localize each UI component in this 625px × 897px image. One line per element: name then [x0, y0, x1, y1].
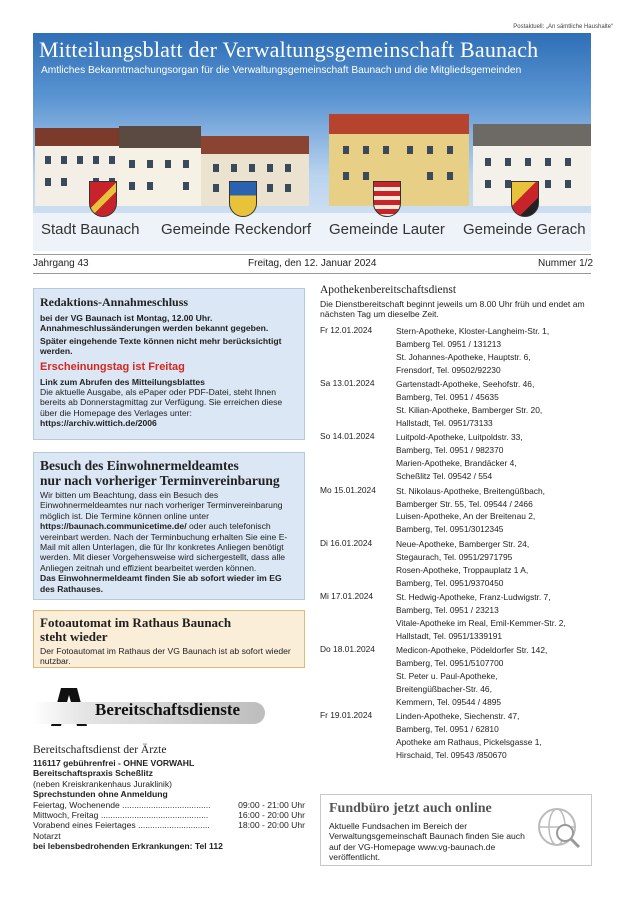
pharmacy-text [396, 710, 592, 762]
notarzt: Notarzt [33, 830, 61, 841]
pharmacy-line: Medicon-Apotheke, Pödeldorfer Str. 142, [396, 645, 548, 656]
pharmacy-entry [320, 325, 592, 377]
crest-lauter-icon [373, 181, 401, 217]
place-reckendorf: Gemeinde Reckendorf [161, 221, 312, 238]
pharmacy-date: Mi 17.01.2024 [320, 591, 374, 601]
einwohner-body1: Wir bitten um Beachtung, dass ein Besuch des Einwohnermeldeamtes nur nach vorheriger Terminvereinbarung möglich ist. Die Termine können online unter [40, 490, 283, 521]
aerzte-line: Sprechstunden ohne Anmeldung [33, 789, 168, 800]
pharmacy-line: Scheßlitz Tel. 09542 / 554 [396, 471, 493, 482]
pharmacy-line: St. Kilian-Apotheke, Bamberger Str. 20, [396, 405, 543, 415]
pharmacy-text [396, 378, 592, 430]
redaktion-line1: bei der VG Baunach ist Montag, 12.00 Uhr. [40, 313, 213, 323]
crest-baunach-icon [89, 181, 117, 217]
pharmacy-line: Hallstadt, Tel. 0951/73133 [396, 417, 493, 428]
pharmacy-date: Fr 19.01.2024 [320, 710, 373, 721]
pharmacy-line: St. Peter u. Paul-Apotheke, [396, 671, 498, 681]
foto-title1: Fotoautomat im Rathaus Baunach [40, 615, 232, 630]
pharmacy-line: St. Johannes-Apotheke, Hauptstr. 6, [396, 351, 531, 362]
header-rule [33, 254, 591, 255]
pharmacy-line: St. Nikolaus-Apotheke, Breitengüßbach, [396, 485, 545, 496]
einwohner-body2: oder auch telefonisch vereinbart werden. Nach der Terminbuchung erhalten Sie eine E-Mail mit allen Unterlagen, die für Ihr konkretes Anliegen benötigt werden. Mit dieser Vorgehensweise wird sichergestellt, dass alle Anliegen zeitnah und effizient bearbeitet werden können. [40, 521, 288, 573]
fundbuero-box [320, 794, 592, 866]
hours-label: Vorabend eines Feiertages .............................. [33, 820, 210, 831]
building-reckendorf [119, 126, 201, 206]
einwohner-bold: Das Einwohnermeldeamt finden Sie ab sofort wieder im EG des Rathauses. [40, 573, 282, 594]
pharmacy-entry [320, 378, 592, 430]
pharmacy-date: Fr 12.01.2024 [320, 325, 373, 335]
place-gerach: Gemeinde Gerach [463, 221, 586, 238]
pharmacy-text [396, 591, 592, 643]
hours-row [33, 800, 305, 810]
masthead-title: Mitteilungsblatt der Verwaltungsgemeinschaft Baunach [39, 37, 539, 62]
pharmacy-entry [320, 485, 592, 537]
issue-year: Jahrgang 43 [33, 258, 89, 269]
aerzte-line: (neben Kreiskrankenhaus Juraklinik) [33, 778, 173, 789]
redaktion-title: Redaktions-Annahmeschluss [40, 295, 189, 309]
hours-row [33, 820, 305, 830]
bereitschaft-banner [33, 684, 305, 730]
pharmacy-line: Bamberg, Tel. 0951 / 45635 [396, 392, 499, 403]
pharmacy-line: Stern-Apotheke, Kloster-Langheim-Str. 1, [396, 326, 550, 336]
globe-search-icon [535, 805, 583, 853]
pharmacy-line: Kemmern, Tel. 09544 / 4895 [396, 696, 502, 707]
pharmacy-line: Bamberg, Tel. 0951/5107700 [396, 658, 504, 669]
pharmacy-line: St. Hedwig-Apotheke, Franz-Ludwigstr. 7, [396, 592, 551, 602]
foto-box [33, 610, 305, 668]
aerzte-section [33, 744, 305, 852]
pharmacy-entry [320, 710, 592, 762]
pharmacy-entry [320, 538, 592, 590]
hours-row [33, 810, 305, 820]
redaktion-red: Erscheinungstag ist Freitag [40, 360, 185, 373]
header-rule-bottom [33, 273, 591, 274]
pharmacy-line: Marien-Apotheke, Brandäcker 4, [396, 458, 517, 469]
pharmacy-line: Luisen-Apotheke, An der Breitenau 2, [396, 511, 536, 522]
redaktion-line2: Annahmeschlussänderungen werden bekannt gegeben. [40, 323, 269, 334]
pharmacy-line: Vitale-Apotheke im Real, Emil-Kemmer-Str. 2, [396, 617, 566, 628]
fundbuero-title: Fundbüro jetzt auch online [329, 801, 492, 816]
pharmacy-line: Bamberg Tel. 0951 / 131213 [396, 338, 502, 349]
pharmacy-line: Bamberg, Tel. 0951 / 62810 [396, 724, 499, 735]
issue-date: Freitag, den 12. Januar 2024 [248, 258, 377, 269]
hours-label: Mittwoch, Freitag ............................................. [33, 810, 209, 821]
pharmacy-line: Bamberg, Tel. 0951/9370450 [396, 577, 504, 588]
hours-time: 16:00 - 20:00 Uhr [238, 810, 305, 821]
hours-label: Feiertag, Wochenende ..................................... [33, 799, 211, 810]
masthead-banner [33, 33, 591, 251]
aerzte-line: 116117 gebührenfrei - OHNE VORWAHL [33, 758, 195, 768]
aerzte-title: Bereitschaftsdienst der Ärzte [33, 744, 167, 756]
pharmacy-date: Do 18.01.2024 [320, 644, 375, 655]
pharmacy-text [396, 644, 592, 709]
postal-note: Postaktuell: „An sämtliche Haushalte“ [513, 24, 613, 30]
aerzte-line: Bereitschaftspraxis Scheßlitz [33, 768, 153, 779]
einwohner-title1: Besuch des Einwohnermeldeamtes [40, 458, 239, 473]
apotheken-title: Apothekenbereitschaftsdienst [320, 284, 457, 296]
einwohner-url[interactable]: https://baunach.communicetime.de/ [40, 521, 187, 532]
fundbuero-body: Aktuelle Fundsachen im Bereich der Verwaltungsgemeinschaft Baunach finden Sie auch auf der VG-Homepage www.vg-baunach.de veröffentlicht. [329, 821, 525, 863]
pharmacy-line: Bamberg, Tel. 0951/3012345 [396, 524, 504, 535]
pharmacy-text [396, 431, 592, 483]
pharmacy-line: Hirschaid, Tel. 09543 /850670 [396, 750, 507, 761]
pharmacy-line: Bamberg, Tel. 0951 / 23213 [396, 604, 499, 615]
pharmacy-entry [320, 431, 592, 483]
redaktion-link-title: Link zum Abrufen des Mitteilungsblattes [40, 376, 205, 387]
pharmacy-date: Sa 13.01.2024 [320, 378, 375, 389]
pharmacy-line: Gartenstadt-Apotheke, Seehofstr. 46, [396, 379, 535, 390]
bereitschaft-title: Bereitschaftsdienste [95, 700, 241, 719]
pharmacy-line: Bamberg, Tel. 0951 / 982370 [396, 445, 504, 456]
pharmacy-text [396, 325, 592, 377]
pharmacy-entry [320, 644, 592, 709]
pharmacy-line: Frensdorf, Tel. 09502/92230 [396, 364, 501, 375]
place-baunach: Stadt Baunach [41, 221, 140, 238]
pharmacy-date: Mo 15.01.2024 [320, 484, 376, 495]
pharmacy-line: Stegaurach, Tel. 0951/2971795 [396, 551, 513, 562]
pharmacy-text [396, 538, 592, 590]
redaktion-box [33, 288, 305, 440]
foto-title2: steht wieder [40, 629, 108, 644]
pharmacy-text [396, 485, 592, 537]
redaktion-url[interactable]: https://archiv.wittich.de/2006 [40, 418, 157, 429]
pharmacy-line: Linden-Apotheke, Siechenstr. 47, [396, 711, 520, 722]
pharmacy-line: Apotheke am Rathaus, Pickelsgasse 1, [396, 737, 542, 748]
place-lauter: Gemeinde Lauter [329, 221, 445, 238]
pharmacy-date: Di 16.01.2024 [320, 537, 373, 548]
pharmacy-line: Neue-Apotheke, Bamberger Str. 24, [396, 538, 530, 549]
issue-number: Nummer 1/2 [538, 258, 594, 269]
crest-gerach-icon [511, 181, 539, 217]
einwohner-box [33, 452, 305, 600]
pharmacy-date: So 14.01.2024 [320, 431, 375, 442]
crest-reckendorf-icon [229, 181, 257, 217]
pharmacy-line: Luitpold-Apotheke, Luitpoldstr. 33, [396, 432, 523, 443]
apotheken-intro: Die Dienstbereitschaft beginnt jeweils um 8.00 Uhr früh und endet am nächsten Tag um dieselbe Zeit. [320, 299, 585, 320]
redaktion-body: Die aktuelle Ausgabe, als ePaper oder PDF-Datei, steht Ihnen bereits ab Donnerstagmittag zur Verfügung. Sie erreichen diese über die Homepage des Verlages unter: [40, 387, 283, 418]
notarzt-bold: bei lebensbedrohenden Erkrankungen: Tel 112 [33, 841, 223, 852]
pharmacy-line: Bamberger Str. 55, Tel. 09544 / 2466 [396, 498, 533, 509]
redaktion-line3: Später eingehende Texte können nicht mehr berücksichtigt werden. [40, 335, 282, 357]
pharmacy-line: Hallstadt, Tel. 0951/1339191 [396, 630, 503, 641]
foto-body: Der Fotoautomat im Rathaus der VG Baunach ist ab sofort wieder nutzbar. [40, 646, 291, 667]
hours-time: 09:00 - 21:00 Uhr [238, 799, 305, 810]
pharmacy-line: Breitengüßbacher-Str. 46, [396, 683, 492, 694]
masthead-subtitle: Amtliches Bekanntmachungsorgan für die Verwaltungsgemeinschaft Baunach und die Mitgliedsgemeinden [41, 65, 522, 76]
pharmacy-line: Rosen-Apotheke, Troppauplatz 1 A, [396, 564, 529, 575]
pharmacy-entry [320, 591, 592, 643]
hours-time: 18:00 - 20:00 Uhr [238, 820, 305, 831]
einwohner-title2: nur nach vorheriger Terminvereinbarung [40, 473, 280, 488]
